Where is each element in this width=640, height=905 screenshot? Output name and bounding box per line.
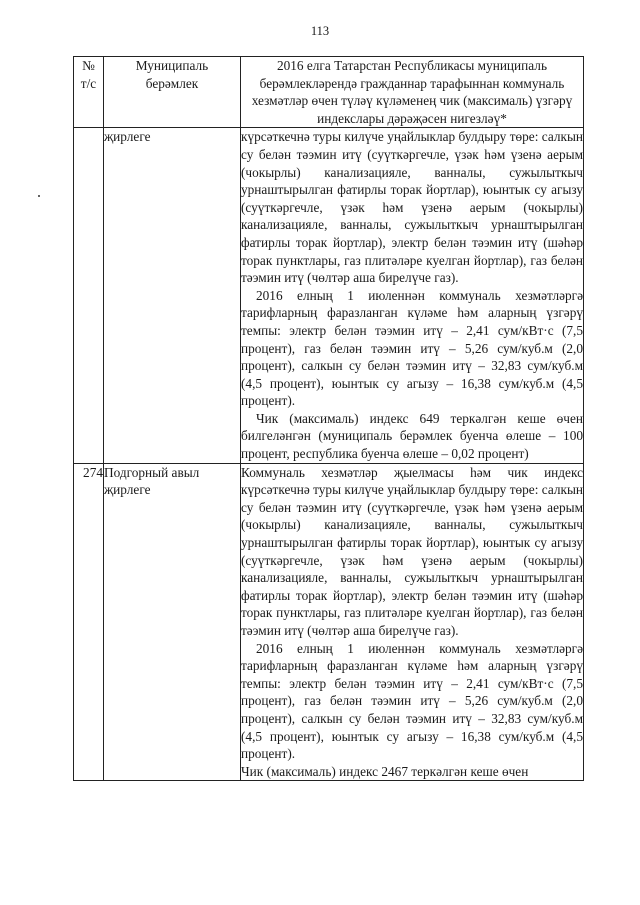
row-municipality-name: җирлеге	[104, 128, 241, 463]
scan-speck	[38, 195, 40, 197]
table-header-row	[74, 57, 584, 128]
row-number: 274	[74, 463, 104, 781]
paragraph: Коммуналь хезмәтләр җыелмасы һәм чик индекс күрсәткечнә туры килүче уңайлыклар булдыру төре: салкын су белән тәэмин итү (суүткәргечле, үзәк һәм үзенә аерым (чокырлы) канализацияле, ванналы, сужылыткыч урнаштырылган фатирлы торак йортлар), юынтык су агызу (суүткәргечле, үзәк һәм үзенә аерым (чокырлы) канализацияле, ванналы, сужылыткыч урнаштырылган фатирлы торак йортлар), электр белән тәэмин итү (шәһәр торак пунктлары, газ плитәләре куелган йортлар), газ белән тәэмин итү (чөлтәр аша бирелүче газ).	[241, 464, 583, 638]
paragraph: күрсәткечнә туры килүче уңайлыклар булдыру төре: салкын су белән тәэмин итү (суүткәргечле, үзәк һәм үзенә аерым (чокырлы) канализацияле, ванналы, сужылыткыч урнаштырылган фатирлы торак йортлар), юынтык су агызу (суүткәргечле, үзәк һәм үзенә аерым (чокырлы) канализацияле, ванналы, сужылыткыч урнаштырылган фатирлы торак йортлар), электр белән тәэмин итү (шәһәр торак пунктлары, газ плитәләре куелган йортлар), газ белән тәэмин итү (чөлтәр аша бирелүче газ).	[241, 129, 583, 286]
row-justification	[241, 463, 584, 781]
paragraph: 2016 елның 1 июленнән коммуналь хезмәтләргә тарифларның фаразланган күләме һәм аларның үзгәрү темпы: электр белән тәэмин итү – 2,41 сум/кВт·с (7,5 процент), газ белән тәэмин итү – 5,26 сум/куб.м (2,0 процент), салкын су белән тәэмин итү – 32,83 сум/куб.м (4,5 процент), юынтык су агызу – 16,38 сум/куб.м (4,5 процент).	[241, 287, 583, 409]
row-number	[74, 128, 104, 463]
row-municipality-name: Подгорный авыл җирлеге	[104, 463, 241, 781]
paragraph: Чик (максималь) индекс 2467 теркәлгән кеше өчен	[241, 763, 529, 779]
row-justification	[241, 128, 584, 463]
municipal-index-table	[73, 56, 584, 781]
header-index-justification: 2016 елга Татарстан Республикасы муниципаль берәмлекләрендә гражданнар тарафыннан коммуналь хезмәтләр өчен түләү күләменең чик (максималь) үзгәрү индекслары дәрәҗәсен нигезләү*	[241, 57, 584, 128]
header-number: № т/с	[74, 57, 104, 128]
table-row	[74, 463, 584, 781]
table-row	[74, 128, 584, 463]
paragraph: 2016 елның 1 июленнән коммуналь хезмәтләргә тарифларның фаразланган күләме һәм аларның үзгәрү темпы: электр белән тәэмин итү – 2,41 сум/кВт·с (7,5 процент), газ белән тәэмин итү – 5,26 сум/куб.м (2,0 процент), салкын су белән тәэмин итү – 32,83 сум/куб.м (4,5 процент), юынтык су агызу – 16,38 сум/куб.м (4,5 процент).	[241, 640, 583, 762]
page-number: 113	[310, 24, 330, 38]
paragraph: Чик (максималь) индекс 649 теркәлгән кеше өчен билгеләнгән (муниципаль берәмлек буенча өлеше – 100 процент, республика буенча өлеше – 0,02 процент)	[241, 410, 583, 462]
header-municipality: Муниципаль берәмлек	[104, 57, 241, 128]
